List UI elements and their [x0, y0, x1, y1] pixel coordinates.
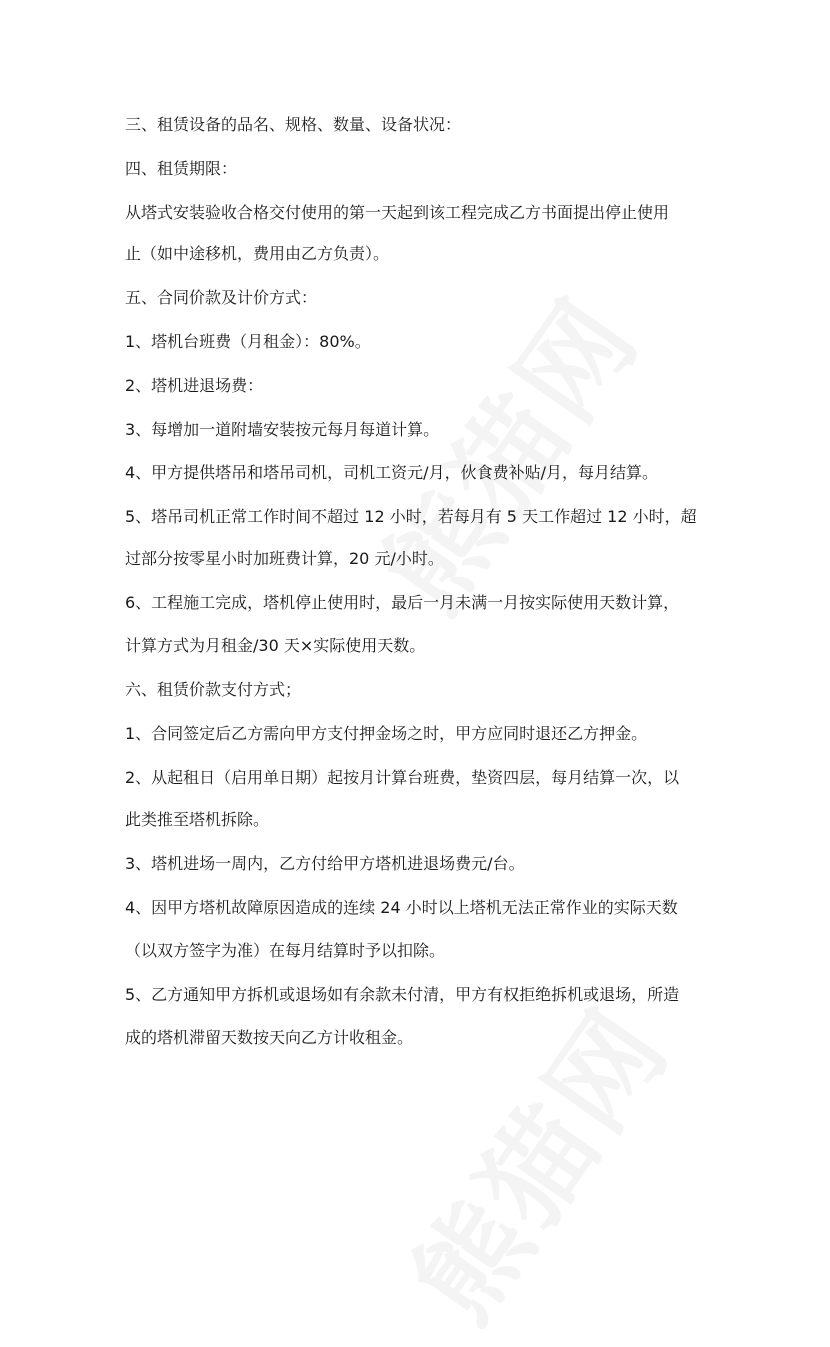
clause-item: 2、从起租日（启用单日期）起按月计算台班费，垫资四层，每月结算一次，以 — [125, 768, 680, 787]
section-heading: 五、合同价款及计价方式： — [125, 288, 318, 307]
clause-item: 5、塔吊司机正常工作时间不超过 12 小时，若每月有 5 天工作超过 12 小时，超 — [125, 507, 697, 526]
clause-item: 4、因甲方塔机故障原因造成的连续 24 小时以上塔机无法正常作业的实际天数 — [125, 898, 678, 917]
clause-item: 3、每增加一道附墙安装按元每月每道计算。 — [125, 420, 440, 439]
clause-item: 5、乙方通知甲方拆机或退场如有余款未付清，甲方有权拒绝拆机或退场，所造 — [125, 985, 680, 1004]
clause-item: 4、甲方提供塔吊和塔吊司机，司机工资元/月，伙食费补贴/月，每月结算。 — [125, 463, 658, 482]
paragraph-line: 止（如中途移机，费用由乙方负责）。 — [125, 244, 390, 263]
clause-item: 3、塔机进场一周内，乙方付给甲方塔机进退场费元/台。 — [125, 854, 525, 873]
watermark — [339, 261, 668, 637]
paragraph-line: 从塔式安装验收合格交付使用的第一天起到该工程完成乙方书面提出停止使用 — [125, 203, 670, 222]
section-heading: 三、租赁设备的品名、规格、数量、设备状况： — [125, 115, 462, 134]
clause-item-continuation: 成的塔机滞留天数按天向乙方计收租金。 — [125, 1028, 414, 1047]
clause-item-continuation: 此类推至塔机拆除。 — [125, 810, 270, 829]
clause-item: 1、合同签定后乙方需向甲方支付押金场之时，甲方应同时退还乙方押金。 — [125, 724, 648, 743]
clause-item-continuation: （以双方签字为准）在每月结算时予以扣除。 — [125, 941, 446, 960]
section-heading: 六、租赁价款支付方式； — [125, 680, 302, 699]
clause-item-continuation: 计算方式为月租金/30 天×实际使用天数。 — [125, 636, 426, 655]
clause-item: 1、塔机台班费（月租金）：80%。 — [125, 332, 371, 351]
section-heading: 四、租赁期限： — [125, 159, 238, 178]
clause-item: 6、工程施工完成，塔机停止使用时，最后一月未满一月按实际使用天数计算， — [125, 593, 680, 612]
clause-item: 2、塔机进退场费： — [125, 376, 264, 395]
clause-item-continuation: 过部分按零星小时加班费计算，20 元/小时。 — [125, 549, 444, 568]
